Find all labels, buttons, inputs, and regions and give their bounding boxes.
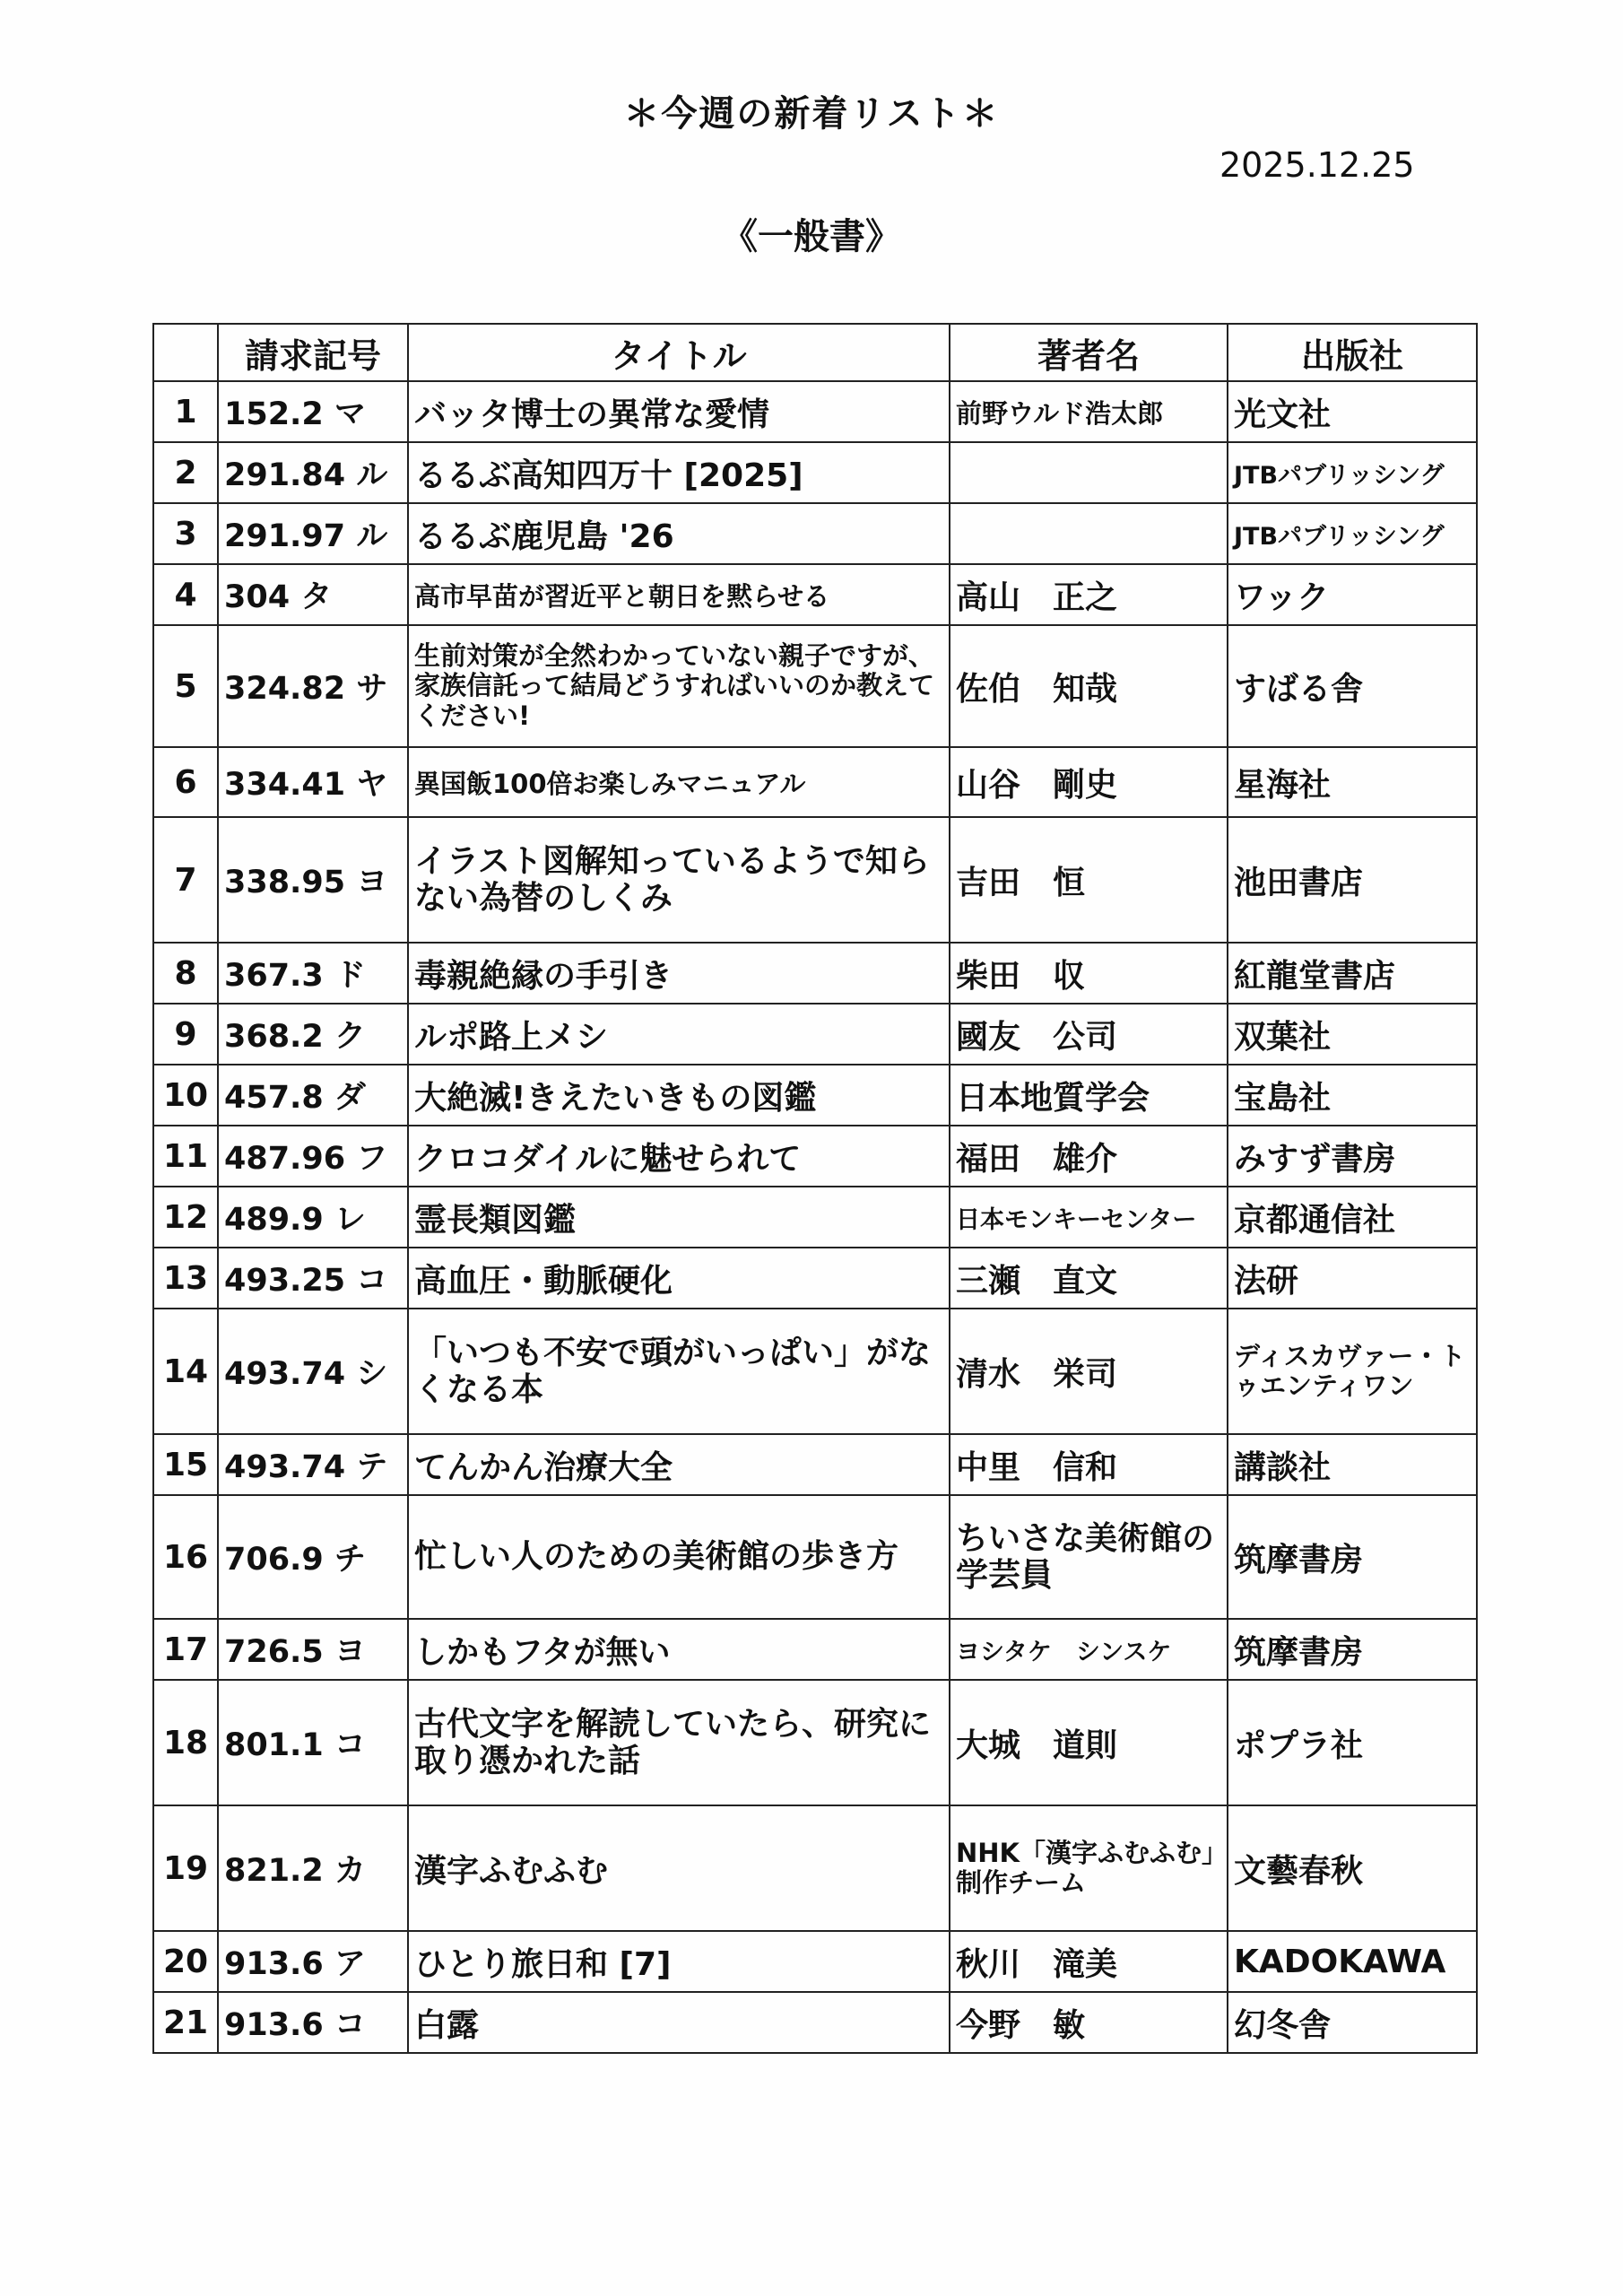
call-number: 304 タ <box>218 564 408 625</box>
book-author: 秋川 滝美 <box>950 1931 1228 1992</box>
list-date: 2025.12.25 <box>1219 145 1415 185</box>
section-heading: 《一般書》 <box>722 216 901 257</box>
header-author: 著者名 <box>950 324 1228 381</box>
book-title: 漢字ふむふむ <box>408 1805 950 1931</box>
table-row <box>153 1434 1477 1495</box>
table-row <box>153 381 1477 442</box>
book-title: 忙しい人のための美術館の歩き方 <box>408 1495 950 1619</box>
book-author: ちいさな美術館の学芸員 <box>950 1495 1228 1619</box>
row-number: 1 <box>153 381 218 442</box>
call-number: 291.97 ル <box>218 503 408 564</box>
row-number: 9 <box>153 1004 218 1065</box>
book-publisher: 紅龍堂書店 <box>1228 943 1477 1004</box>
book-author: 日本モンキーセンター <box>950 1187 1228 1248</box>
book-publisher: 幻冬舎 <box>1228 1992 1477 2053</box>
row-number: 14 <box>153 1309 218 1434</box>
new-books-table <box>152 323 1478 2054</box>
book-title: ひとり旅日和 [7] <box>408 1931 950 1992</box>
call-number: 334.41 ヤ <box>218 747 408 817</box>
row-number: 16 <box>153 1495 218 1619</box>
call-number: 493.25 コ <box>218 1248 408 1309</box>
book-publisher: ポプラ社 <box>1228 1680 1477 1805</box>
call-number: 493.74 シ <box>218 1309 408 1434</box>
book-title: 大絶滅!きえたいきもの図鑑 <box>408 1065 950 1126</box>
book-title: てんかん治療大全 <box>408 1434 950 1495</box>
book-author: 吉田 恒 <box>950 817 1228 943</box>
call-number: 913.6 ア <box>218 1931 408 1992</box>
book-publisher: ディスカヴァー・トゥエンティワン <box>1228 1309 1477 1434</box>
book-publisher: ワック <box>1228 564 1477 625</box>
row-number: 21 <box>153 1992 218 2053</box>
book-author: 福田 雄介 <box>950 1126 1228 1187</box>
call-number: 338.95 ヨ <box>218 817 408 943</box>
book-author: 柴田 収 <box>950 943 1228 1004</box>
row-number: 12 <box>153 1187 218 1248</box>
book-title: 毒親絶縁の手引き <box>408 943 950 1004</box>
book-publisher: 講談社 <box>1228 1434 1477 1495</box>
book-publisher: 文藝春秋 <box>1228 1805 1477 1931</box>
book-publisher: 宝島社 <box>1228 1065 1477 1126</box>
row-number: 19 <box>153 1805 218 1931</box>
call-number: 368.2 ク <box>218 1004 408 1065</box>
row-number: 10 <box>153 1065 218 1126</box>
call-number: 726.5 ヨ <box>218 1619 408 1680</box>
row-number: 3 <box>153 503 218 564</box>
header-no <box>153 324 218 381</box>
table-row <box>153 1187 1477 1248</box>
book-publisher: みすず書房 <box>1228 1126 1477 1187</box>
table-row <box>153 1495 1477 1619</box>
row-number: 20 <box>153 1931 218 1992</box>
book-title: イラスト図解知っているようで知らない為替のしくみ <box>408 817 950 943</box>
table-row <box>153 1992 1477 2053</box>
table-row <box>153 564 1477 625</box>
row-number: 17 <box>153 1619 218 1680</box>
book-title: 古代文字を解読していたら、研究に取り憑かれた話 <box>408 1680 950 1805</box>
call-number: 324.82 サ <box>218 625 408 747</box>
table-row <box>153 1619 1477 1680</box>
book-title: 生前対策が全然わかっていない親子ですが、家族信託って結局どうすればいいのか教えてください! <box>408 625 950 747</box>
book-title: 白露 <box>408 1992 950 2053</box>
table-row <box>153 1680 1477 1805</box>
book-title: 異国飯100倍お楽しみマニュアル <box>408 747 950 817</box>
book-publisher: 筑摩書房 <box>1228 1495 1477 1619</box>
table-row <box>153 1248 1477 1309</box>
book-title: バッタ博士の異常な愛情 <box>408 381 950 442</box>
call-number: 493.74 テ <box>218 1434 408 1495</box>
book-publisher: すばる舎 <box>1228 625 1477 747</box>
row-number: 7 <box>153 817 218 943</box>
call-number: 487.96 フ <box>218 1126 408 1187</box>
header-publisher: 出版社 <box>1228 324 1477 381</box>
table-row <box>153 1805 1477 1931</box>
book-author: 前野ウルド浩太郎 <box>950 381 1228 442</box>
table-row <box>153 817 1477 943</box>
call-number: 913.6 コ <box>218 1992 408 2053</box>
book-publisher: 光文社 <box>1228 381 1477 442</box>
book-title: 高血圧・動脈硬化 <box>408 1248 950 1309</box>
book-title: ルポ路上メシ <box>408 1004 950 1065</box>
call-number: 706.9 チ <box>218 1495 408 1619</box>
row-number: 5 <box>153 625 218 747</box>
book-author: 高山 正之 <box>950 564 1228 625</box>
book-author: 日本地質学会 <box>950 1065 1228 1126</box>
table-row <box>153 1126 1477 1187</box>
book-publisher: JTBパブリッシング <box>1228 442 1477 503</box>
table-header-row <box>153 324 1477 381</box>
table-row <box>153 943 1477 1004</box>
row-number: 8 <box>153 943 218 1004</box>
call-number: 152.2 マ <box>218 381 408 442</box>
call-number: 457.8 ダ <box>218 1065 408 1126</box>
book-author: NHK「漢字ふむふむ」制作チーム <box>950 1805 1228 1931</box>
book-author: 山谷 剛史 <box>950 747 1228 817</box>
call-number: 291.84 ル <box>218 442 408 503</box>
book-publisher: 星海社 <box>1228 747 1477 817</box>
call-number: 489.9 レ <box>218 1187 408 1248</box>
book-publisher: 筑摩書房 <box>1228 1619 1477 1680</box>
book-publisher: KADOKAWA <box>1228 1931 1477 1992</box>
book-publisher: 法研 <box>1228 1248 1477 1309</box>
row-number: 18 <box>153 1680 218 1805</box>
call-number: 821.2 カ <box>218 1805 408 1931</box>
book-author: 中里 信和 <box>950 1434 1228 1495</box>
book-title: るるぶ高知四万十 [2025] <box>408 442 950 503</box>
book-publisher: 双葉社 <box>1228 1004 1477 1065</box>
call-number: 367.3 ド <box>218 943 408 1004</box>
table-row <box>153 503 1477 564</box>
book-title: 「いつも不安で頭がいっぱい」がなくなる本 <box>408 1309 950 1434</box>
table-row <box>153 1309 1477 1434</box>
row-number: 15 <box>153 1434 218 1495</box>
book-author: 國友 公司 <box>950 1004 1228 1065</box>
header-call-number: 請求記号 <box>218 324 408 381</box>
book-title: しかもフタが無い <box>408 1619 950 1680</box>
page-title: ＊今週の新着リスト＊ <box>623 93 1000 135</box>
book-author: 大城 道則 <box>950 1680 1228 1805</box>
book-title: クロコダイルに魅せられて <box>408 1126 950 1187</box>
table-row <box>153 442 1477 503</box>
book-publisher: 池田書店 <box>1228 817 1477 943</box>
book-author <box>950 442 1228 503</box>
table-row <box>153 747 1477 817</box>
table-row <box>153 1931 1477 1992</box>
row-number: 6 <box>153 747 218 817</box>
row-number: 11 <box>153 1126 218 1187</box>
book-publisher: JTBパブリッシング <box>1228 503 1477 564</box>
header-title: タイトル <box>408 324 950 381</box>
book-author: 今野 敏 <box>950 1992 1228 2053</box>
row-number: 4 <box>153 564 218 625</box>
table-row <box>153 1065 1477 1126</box>
row-number: 13 <box>153 1248 218 1309</box>
book-title: るるぶ鹿児島 '26 <box>408 503 950 564</box>
table-row <box>153 625 1477 747</box>
book-author <box>950 503 1228 564</box>
book-author: 佐伯 知哉 <box>950 625 1228 747</box>
table-row <box>153 1004 1477 1065</box>
call-number: 801.1 コ <box>218 1680 408 1805</box>
book-publisher: 京都通信社 <box>1228 1187 1477 1248</box>
book-author: 三瀬 直文 <box>950 1248 1228 1309</box>
book-title: 霊長類図鑑 <box>408 1187 950 1248</box>
book-author: ヨシタケ シンスケ <box>950 1619 1228 1680</box>
book-author: 清水 栄司 <box>950 1309 1228 1434</box>
book-title: 高市早苗が習近平と朝日を黙らせる <box>408 564 950 625</box>
row-number: 2 <box>153 442 218 503</box>
